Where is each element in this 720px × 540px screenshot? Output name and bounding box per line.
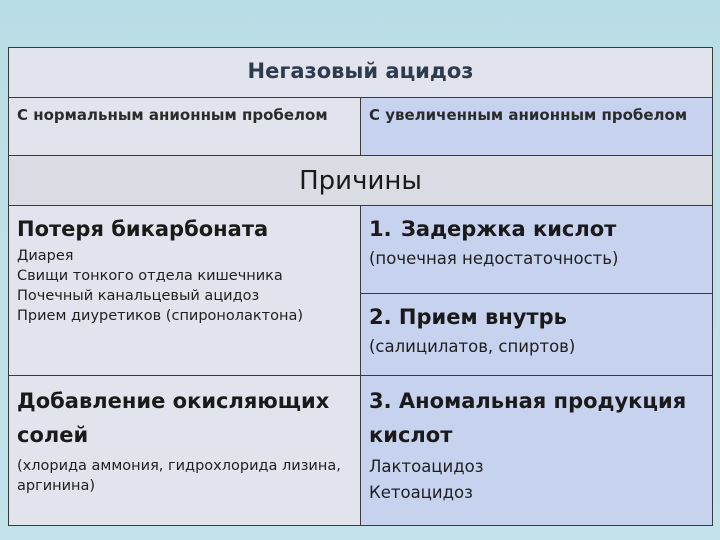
bicarbonate-loss-item: Почечный канальцевый ацидоз [17, 288, 260, 304]
column-header-normal-gap: С нормальным анионным пробелом [9, 98, 361, 156]
oral-intake-cell [361, 294, 713, 376]
bicarbonate-loss-cell [9, 206, 361, 376]
acid-retention-title [369, 212, 704, 246]
abnormal-production-item: Лактоацидоз [369, 457, 484, 476]
acidosis-table [8, 47, 713, 526]
oxidizing-salts-title: Добавление окисляющих солей [17, 389, 330, 447]
table-title: Негазовый ацидоз [9, 48, 713, 98]
bicarbonate-loss-item: Свищи тонкого отдела кишечника [17, 268, 283, 284]
acid-retention-detail: (почечная недостаточность) [369, 249, 619, 268]
abnormal-production-cell [361, 376, 713, 526]
oxidizing-salts-cell [9, 376, 361, 526]
acid-retention-cell [361, 206, 713, 294]
acid-retention-number: 1. [369, 217, 392, 241]
bicarbonate-loss-item: Прием диуретиков (спиронолактона) [17, 308, 304, 324]
acid-retention-label: Задержка кислот [401, 217, 617, 241]
abnormal-production-item: Кетоацидоз [369, 483, 473, 502]
column-header-increased-gap: С увеличенным анионным пробелом [361, 98, 713, 156]
causes-heading: Причины [9, 156, 713, 206]
bicarbonate-loss-title: Потеря бикарбоната [17, 217, 269, 241]
bicarbonate-loss-item: Диарея [17, 248, 74, 264]
abnormal-production-title: 3. Аномальная продукция кислот [369, 389, 687, 447]
oral-intake-title: 2. Прием внутрь [369, 305, 567, 329]
oral-intake-detail: (салицилатов, спиртов) [369, 337, 576, 356]
oxidizing-salts-detail: (хлорида аммония, гидрохлорида лизина, аргинина) [17, 458, 341, 494]
